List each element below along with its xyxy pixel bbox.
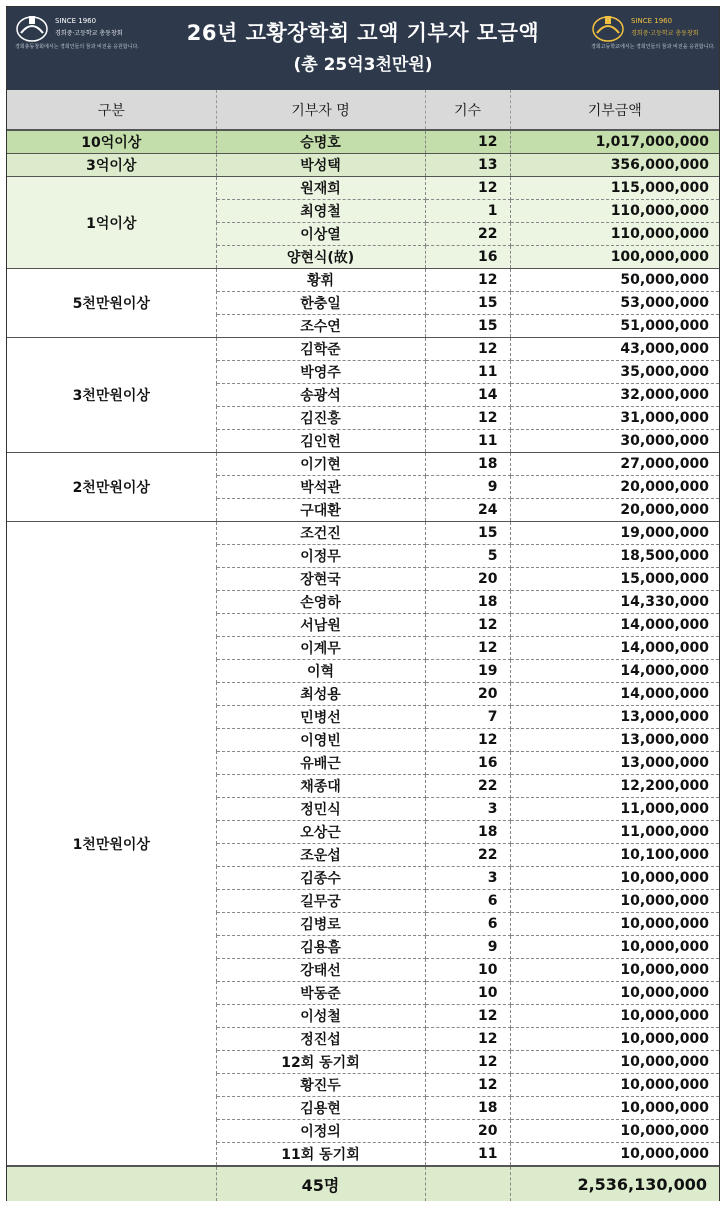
donation-amount: 10,000,000	[510, 867, 719, 890]
donation-amount: 13,000,000	[510, 706, 719, 729]
donor-name: 강태선	[216, 959, 425, 982]
donor-name: 11회 동기회	[216, 1143, 425, 1167]
table-row	[7, 522, 719, 545]
class-number: 6	[425, 913, 510, 936]
class-number: 9	[425, 476, 510, 499]
donor-name: 정진섭	[216, 1028, 425, 1051]
donor-name: 민병선	[216, 706, 425, 729]
donor-name: 이기현	[216, 453, 425, 476]
donor-sheet	[6, 6, 720, 1201]
class-number: 22	[425, 775, 510, 798]
donor-name: 이영빈	[216, 729, 425, 752]
donation-amount: 13,000,000	[510, 752, 719, 775]
donor-name: 오상근	[216, 821, 425, 844]
donation-amount: 1,017,000,000	[510, 130, 719, 154]
class-number: 3	[425, 867, 510, 890]
class-number: 24	[425, 499, 510, 522]
class-number: 12	[425, 637, 510, 660]
donation-amount: 14,330,000	[510, 591, 719, 614]
donor-name: 김학준	[216, 338, 425, 361]
donor-name: 이상열	[216, 223, 425, 246]
donation-amount: 15,000,000	[510, 568, 719, 591]
donor-name: 송광석	[216, 384, 425, 407]
class-number: 20	[425, 683, 510, 706]
donor-name: 김인헌	[216, 430, 425, 453]
donation-amount: 11,000,000	[510, 798, 719, 821]
class-number: 20	[425, 568, 510, 591]
donation-amount: 10,000,000	[510, 936, 719, 959]
donor-name: 이정의	[216, 1120, 425, 1143]
class-number: 15	[425, 315, 510, 338]
class-number: 20	[425, 1120, 510, 1143]
donor-name: 김병로	[216, 913, 425, 936]
class-number: 11	[425, 361, 510, 384]
tier-label: 2천만원이상	[7, 453, 216, 522]
logo-slogan: 경희고등학교에서는 경희인들의 꿈과 비전을 응원합니다.	[591, 44, 715, 50]
class-number: 12	[425, 407, 510, 430]
class-number: 15	[425, 292, 510, 315]
class-number: 12	[425, 1028, 510, 1051]
donor-name: 정민식	[216, 798, 425, 821]
donor-name: 승명호	[216, 130, 425, 154]
column-header-amount: 기부금액	[510, 90, 719, 130]
table-row	[7, 269, 719, 292]
class-number: 18	[425, 821, 510, 844]
donor-name: 손영하	[216, 591, 425, 614]
donation-amount: 10,000,000	[510, 1097, 719, 1120]
donor-name: 이계무	[216, 637, 425, 660]
donor-name: 원재희	[216, 177, 425, 200]
donor-name: 양현식(故)	[216, 246, 425, 269]
donation-amount: 50,000,000	[510, 269, 719, 292]
alumni-logo-right	[591, 13, 726, 53]
class-number: 16	[425, 246, 510, 269]
donation-amount: 19,000,000	[510, 522, 719, 545]
tier-label: 1억이상	[7, 177, 216, 269]
class-number: 6	[425, 890, 510, 913]
donor-name: 황진두	[216, 1074, 425, 1097]
logo-since: SINCE 1960	[631, 17, 673, 25]
class-number: 12	[425, 1005, 510, 1028]
tier-label: 10억이상	[7, 130, 216, 154]
donation-amount: 10,000,000	[510, 890, 719, 913]
class-number: 12	[425, 1051, 510, 1074]
donation-amount: 100,000,000	[510, 246, 719, 269]
class-number: 12	[425, 338, 510, 361]
class-number: 13	[425, 154, 510, 177]
class-number: 12	[425, 729, 510, 752]
class-number: 12	[425, 614, 510, 637]
donation-amount: 32,000,000	[510, 384, 719, 407]
donor-name: 길무궁	[216, 890, 425, 913]
tier-label: 1천만원이상	[7, 522, 216, 1167]
donation-amount: 18,500,000	[510, 545, 719, 568]
donation-amount: 356,000,000	[510, 154, 719, 177]
class-number: 18	[425, 1097, 510, 1120]
donation-amount: 10,100,000	[510, 844, 719, 867]
donor-name: 최성용	[216, 683, 425, 706]
table-row	[7, 453, 719, 476]
donation-amount: 14,000,000	[510, 637, 719, 660]
page-title: 26년 고황장학회 고액 기부자 모금액	[186, 21, 540, 45]
table-row	[7, 338, 719, 361]
page-subtitle: (총 25억3천만원)	[293, 55, 433, 75]
donation-amount: 115,000,000	[510, 177, 719, 200]
total-count: 45명	[216, 1166, 425, 1201]
column-header-class: 기수	[425, 90, 510, 130]
donor-name: 박영주	[216, 361, 425, 384]
class-number: 9	[425, 936, 510, 959]
table-row	[7, 130, 719, 154]
donor-name: 조운섭	[216, 844, 425, 867]
donation-amount: 110,000,000	[510, 200, 719, 223]
class-number: 22	[425, 844, 510, 867]
column-header-tier: 구분	[7, 90, 216, 130]
donation-amount: 27,000,000	[510, 453, 719, 476]
class-number: 15	[425, 522, 510, 545]
logo-org: 경희중·고등학교 총동창회	[55, 30, 123, 37]
column-header-donor: 기부자 명	[216, 90, 425, 130]
donation-amount: 30,000,000	[510, 430, 719, 453]
donor-name: 박동준	[216, 982, 425, 1005]
donor-name: 이정무	[216, 545, 425, 568]
total-row	[7, 1166, 719, 1201]
tier-label: 3억이상	[7, 154, 216, 177]
class-number: 16	[425, 752, 510, 775]
class-number: 18	[425, 453, 510, 476]
donor-name: 김진홍	[216, 407, 425, 430]
total-amount: 2,536,130,000	[510, 1166, 719, 1201]
sheet-header	[7, 7, 719, 90]
class-number: 10	[425, 982, 510, 1005]
donation-amount: 10,000,000	[510, 1143, 719, 1167]
emblem-icon	[591, 13, 625, 43]
class-number: 10	[425, 959, 510, 982]
donation-amount: 10,000,000	[510, 982, 719, 1005]
donor-name: 유배근	[216, 752, 425, 775]
donation-amount: 10,000,000	[510, 1074, 719, 1097]
logo-org: 경희중·고등학교 총동창회	[631, 30, 699, 37]
donor-name: 김용흠	[216, 936, 425, 959]
class-number: 7	[425, 706, 510, 729]
class-number: 1	[425, 200, 510, 223]
logo-slogan: 경희총동창회에서는 경희인들의 꿈과 비전을 응원합니다.	[15, 44, 139, 50]
tier-label: 3천만원이상	[7, 338, 216, 453]
total-spacer	[7, 1166, 216, 1201]
class-number: 11	[425, 1143, 510, 1167]
donation-amount: 13,000,000	[510, 729, 719, 752]
donation-amount: 31,000,000	[510, 407, 719, 430]
donation-amount: 12,200,000	[510, 775, 719, 798]
donation-amount: 51,000,000	[510, 315, 719, 338]
donation-amount: 10,000,000	[510, 1028, 719, 1051]
donor-name: 장현국	[216, 568, 425, 591]
class-number: 12	[425, 1074, 510, 1097]
donor-table-body	[7, 130, 719, 1166]
table-header-row	[7, 90, 719, 130]
logo-since: SINCE 1960	[55, 17, 97, 25]
donation-amount: 10,000,000	[510, 1120, 719, 1143]
class-number: 14	[425, 384, 510, 407]
donor-name: 황휘	[216, 269, 425, 292]
donor-name: 김종수	[216, 867, 425, 890]
donor-name: 박성택	[216, 154, 425, 177]
class-number: 22	[425, 223, 510, 246]
donation-amount: 35,000,000	[510, 361, 719, 384]
donor-name: 12회 동기회	[216, 1051, 425, 1074]
donor-table	[7, 90, 719, 1201]
class-number: 11	[425, 430, 510, 453]
total-spacer	[425, 1166, 510, 1201]
donation-amount: 10,000,000	[510, 913, 719, 936]
table-row	[7, 154, 719, 177]
donation-amount: 10,000,000	[510, 1051, 719, 1074]
tier-label: 5천만원이상	[7, 269, 216, 338]
donor-name: 김용현	[216, 1097, 425, 1120]
class-number: 12	[425, 130, 510, 154]
donation-amount: 10,000,000	[510, 1005, 719, 1028]
donation-amount: 20,000,000	[510, 499, 719, 522]
donation-amount: 11,000,000	[510, 821, 719, 844]
donation-amount: 14,000,000	[510, 660, 719, 683]
donor-name: 조수연	[216, 315, 425, 338]
donation-amount: 20,000,000	[510, 476, 719, 499]
donor-name: 박석관	[216, 476, 425, 499]
class-number: 12	[425, 177, 510, 200]
donor-name: 이혁	[216, 660, 425, 683]
donor-name: 한충일	[216, 292, 425, 315]
donation-amount: 43,000,000	[510, 338, 719, 361]
class-number: 19	[425, 660, 510, 683]
table-row	[7, 177, 719, 200]
donation-amount: 110,000,000	[510, 223, 719, 246]
donor-name: 이성철	[216, 1005, 425, 1028]
class-number: 12	[425, 269, 510, 292]
class-number: 5	[425, 545, 510, 568]
donor-name: 최영철	[216, 200, 425, 223]
class-number: 3	[425, 798, 510, 821]
donor-name: 구대환	[216, 499, 425, 522]
donation-amount: 14,000,000	[510, 614, 719, 637]
donor-name: 조건진	[216, 522, 425, 545]
donation-amount: 10,000,000	[510, 959, 719, 982]
donor-name: 채종대	[216, 775, 425, 798]
donation-amount: 53,000,000	[510, 292, 719, 315]
donor-name: 서남원	[216, 614, 425, 637]
class-number: 18	[425, 591, 510, 614]
donation-amount: 14,000,000	[510, 683, 719, 706]
